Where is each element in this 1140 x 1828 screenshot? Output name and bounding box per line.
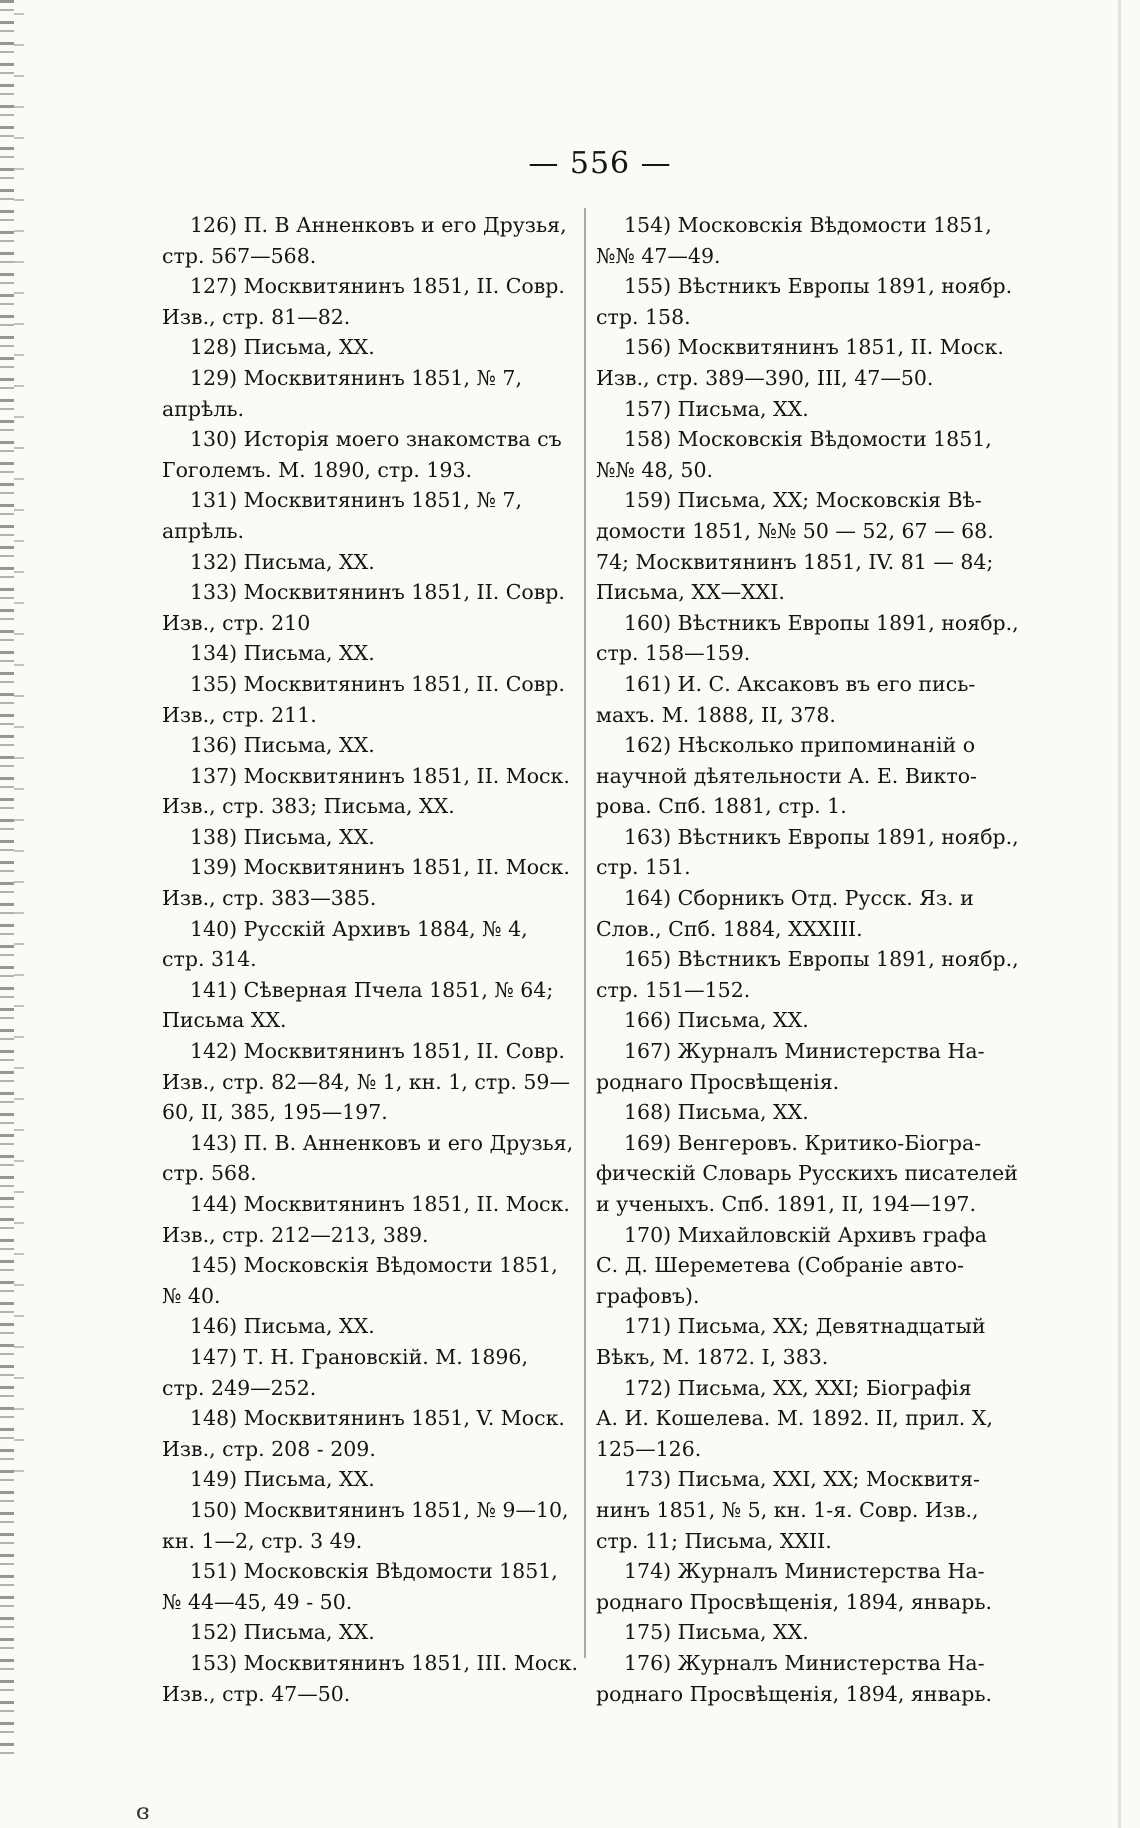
left-column-line: 146) Письма, XX. (190, 1314, 375, 1339)
scan-edge-noise (0, 0, 14, 1760)
left-column-line: Изв., стр. 210 (162, 610, 311, 635)
right-column-line: Вѣкъ, М. 1872. I, 383. (596, 1344, 829, 1369)
left-column-line: 152) Письма, XX. (190, 1620, 375, 1645)
right-column-line: стр. 11; Письма, XXII. (596, 1528, 832, 1553)
right-column-line: 74; Москвитянинъ 1851, IV. 81 — 84; (596, 549, 994, 574)
right-column-line: домости 1851, №№ 50 — 52, 67 — 68. (596, 518, 994, 543)
left-column-line: 134) Письма, XX. (190, 641, 375, 666)
right-column-line: 164) Сборникъ Отд. Русск. Яз. и (624, 886, 974, 911)
left-column-line: Гоголемъ. М. 1890, стр. 193. (162, 457, 473, 482)
right-column-line: 168) Письма, XX. (624, 1100, 809, 1125)
left-column-line: 137) Москвитянинъ 1851, II. Моск. (190, 763, 570, 788)
right-column-line: 172) Письма, XX, XXI; Біографія (624, 1375, 972, 1400)
right-column-line: махъ. М. 1888, II, 378. (596, 702, 836, 727)
left-column-line: 136) Письма, XX. (190, 733, 375, 758)
left-column-line: 140) Русскій Архивъ 1884, № 4, (190, 916, 528, 941)
right-column-line: 176) Журналъ Министерства На- (624, 1650, 985, 1675)
right-column-line: роднаго Просвѣщенія, 1894, январь. (596, 1589, 993, 1614)
right-column-line: Письма, XX—XXI. (596, 580, 785, 605)
left-column-line: 127) Москвитянинъ 1851, II. Совр. (190, 274, 565, 299)
page-edge (1118, 0, 1121, 1828)
right-column-line: 166) Письма, XX. (624, 1008, 809, 1033)
page-number: — 556 — (528, 146, 672, 181)
right-column-line: 155) Вѣстникъ Европы 1891, ноябр. (624, 274, 1013, 299)
column-divider (584, 208, 586, 1658)
left-column-line: стр. 249—252. (162, 1375, 317, 1400)
right-column-line: роднаго Просвѣщенія. (596, 1069, 840, 1094)
left-column (162, 210, 602, 1709)
left-column-line: 139) Москвитянинъ 1851, II. Моск. (190, 855, 570, 880)
left-column-line: Изв., стр. 383—385. (162, 886, 377, 911)
right-column-line: С. Д. Шереметева (Собраніе авто- (596, 1253, 964, 1278)
right-column-line: роднаго Просвѣщенія, 1894, январь. (596, 1681, 993, 1706)
right-column-line: 161) И. С. Аксаковъ въ его пись- (624, 671, 976, 696)
right-column-line: нинъ 1851, № 5, кн. 1-я. Совр. Изв., (596, 1497, 979, 1522)
right-column-line: 160) Вѣстникъ Европы 1891, ноябр., (624, 610, 1019, 635)
left-column-line: 138) Письма, XX. (190, 824, 375, 849)
right-column-line: 158) Московскія Вѣдомости 1851, (624, 427, 992, 452)
right-column-line: 174) Журналъ Министерства На- (624, 1559, 985, 1584)
right-column-line: графовъ). (596, 1283, 700, 1308)
right-column-line: А. И. Кошелева. М. 1892. II, прил. X, (596, 1406, 993, 1431)
left-column-line: 132) Письма, XX. (190, 549, 375, 574)
right-column-line: стр. 151. (596, 855, 691, 880)
right-column (596, 210, 1036, 1709)
left-column-line: 131) Москвитянинъ 1851, № 7, (190, 488, 522, 513)
left-column-line: 145) Московскія Вѣдомости 1851, (190, 1253, 558, 1278)
left-column-line: Изв., стр. 47—50. (162, 1681, 351, 1706)
left-column-line: № 40. (162, 1283, 221, 1308)
right-column-line: 125—126. (596, 1436, 702, 1461)
left-column-line: 135) Москвитянинъ 1851, II. Совр. (190, 671, 565, 696)
bottom-mark: ɞ (136, 1800, 150, 1825)
left-column-line: 133) Москвитянинъ 1851, II. Совр. (190, 580, 565, 605)
right-column-line: Слов., Спб. 1884, XXXIII. (596, 916, 863, 941)
left-column-line: стр. 568. (162, 1161, 257, 1186)
left-column-line: 126) П. В Анненковъ и его Друзья, (190, 213, 567, 237)
left-column-line: Изв., стр. 383; Письма, XX. (162, 794, 455, 819)
left-column-line: 144) Москвитянинъ 1851, II. Моск. (190, 1192, 570, 1216)
right-column-line: стр. 151—152. (596, 977, 751, 1002)
left-column-line: Изв., стр. 81—82. (162, 304, 351, 329)
left-column-line: Письма XX. (162, 1008, 287, 1033)
left-column-line: 148) Москвитянинъ 1851, V. Моск. (190, 1406, 565, 1431)
right-column-line: Изв., стр. 389—390, III, 47—50. (596, 365, 934, 390)
left-column-line: 150) Москвитянинъ 1851, № 9—10, (190, 1497, 569, 1522)
right-column-line: 169) Венгеровъ. Критико-Біогра- (624, 1130, 982, 1155)
right-column-line: научной дѣятельности А. Е. Викто- (596, 763, 977, 788)
left-column-line: 128) Письма, XX. (190, 335, 375, 360)
left-column-line: Изв., стр. 211. (162, 702, 317, 727)
right-column-line: 156) Москвитянинъ 1851, II. Моск. (624, 335, 1004, 360)
right-column-line: 173) Письма, XXI, XX; Москвитя- (624, 1467, 980, 1492)
right-column-line: 154) Московскія Вѣдомости 1851, (624, 213, 992, 237)
left-column-line: Изв., стр. 82—84, № 1, кн. 1, стр. 59— (162, 1069, 570, 1094)
right-column-line: 171) Письма, XX; Девятнадцатый (624, 1314, 986, 1339)
left-column-line: апрѣль. (162, 396, 245, 421)
left-column-line: 129) Москвитянинъ 1851, № 7, (190, 365, 522, 390)
left-column-line: кн. 1—2, стр. 3 49. (162, 1528, 363, 1553)
left-column-line: апрѣль. (162, 518, 245, 543)
right-column-line: 175) Письма, XX. (624, 1620, 809, 1645)
left-column-line: стр. 567—568. (162, 243, 317, 268)
right-column-line: 157) Письма, XX. (624, 396, 809, 421)
right-column-line: №№ 47—49. (596, 243, 721, 268)
left-column-line: Изв., стр. 212—213, 389. (162, 1222, 429, 1247)
left-column-line: 149) Письма, XX. (190, 1467, 375, 1492)
left-column-line: стр. 314. (162, 947, 257, 972)
right-column-line: №№ 48, 50. (596, 457, 714, 482)
left-column-line: № 44—45, 49 - 50. (162, 1589, 353, 1614)
right-column-line: рова. Спб. 1881, стр. 1. (596, 794, 847, 819)
right-column-line: 162) Нѣсколько припоминаній о (624, 733, 976, 758)
left-column-line: 141) Сѣверная Пчела 1851, № 64; (190, 977, 554, 1002)
left-column-line: 151) Московскія Вѣдомости 1851, (190, 1559, 558, 1584)
left-column-line: 60, II, 385, 195—197. (162, 1100, 388, 1125)
right-column-line: 165) Вѣстникъ Европы 1891, ноябр., (624, 947, 1019, 972)
left-column-line: 143) П. В. Анненковъ и его Друзья, (190, 1130, 574, 1155)
right-column-line: 170) Михайловскій Архивъ графа (624, 1222, 988, 1247)
right-column-line: 163) Вѣстникъ Европы 1891, ноябр., (624, 824, 1019, 849)
right-column-line: и ученыхъ. Спб. 1891, II, 194—197. (596, 1192, 976, 1216)
right-column-line: стр. 158—159. (596, 641, 751, 666)
left-column-line: 153) Москвитянинъ 1851, III. Моск. (190, 1650, 578, 1675)
left-column-line: 130) Исторія моего знакомства съ (190, 427, 562, 452)
left-column-line: 147) Т. Н. Грановскій. М. 1896, (190, 1344, 528, 1369)
left-column-line: Изв., стр. 208 - 209. (162, 1436, 376, 1461)
right-column-line: стр. 158. (596, 304, 691, 329)
right-column-line: 167) Журналъ Министерства На- (624, 1039, 985, 1064)
right-column-line: 159) Письма, XX; Московскія Вѣ- (624, 488, 982, 513)
left-column-line: 142) Москвитянинъ 1851, II. Совр. (190, 1039, 565, 1064)
scan-edge-noise-inner (14, 0, 24, 1500)
right-column-line: фическій Словарь Русскихъ писателей (596, 1161, 1018, 1186)
